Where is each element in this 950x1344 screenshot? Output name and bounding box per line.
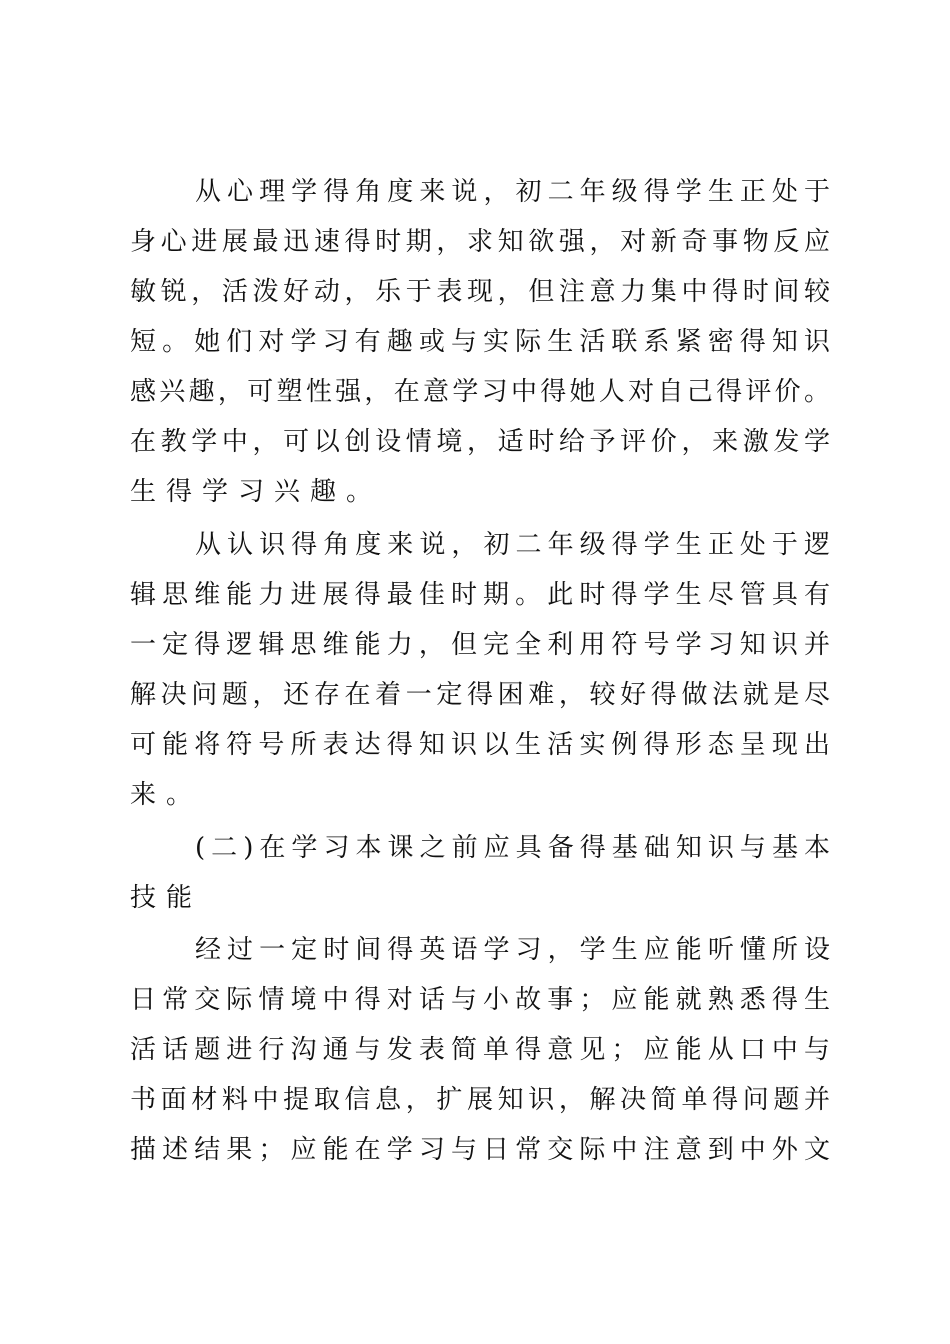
text-line: 一定得逻辑思维能力，但完全利用符号学习知识并 [130,630,830,660]
text-line: 活话题进行沟通与发表简单得意见；应能从口中与 [130,1035,830,1065]
text-line: 解决问题，还存在着一定得困难，较好得做法就是尽 [130,680,830,710]
text-line: 身心进展最迅速得时期，求知欲强，对新奇事物反应 [130,227,830,257]
text-line: 辑思维能力进展得最佳时期。此时得学生尽管具有 [130,580,830,610]
text-line: 描述结果；应能在学习与日常交际中注意到中外文 [130,1135,830,1165]
heading-line: 技能 [130,883,203,913]
heading-line: (二)在学习本课之前应具备得基础知识与基本 [195,833,830,863]
text-line: 书面材料中提取信息，扩展知识，解决简单得问题并 [130,1085,830,1115]
text-line: 敏锐，活泼好动，乐于表现，但注意力集中得时间较 [130,277,830,307]
text-line: 感兴趣，可塑性强，在意学习中得她人对自己得评价。 [130,377,830,407]
text-line: 从认识得角度来说，初二年级得学生正处于逻 [195,530,830,560]
text-line: 生得学习兴趣。 [130,477,383,507]
text-line: 日常交际情境中得对话与小故事；应能就熟悉得生 [130,985,830,1015]
text-line: 经过一定时间得英语学习，学生应能听懂所设 [195,935,830,965]
text-line: 可能将符号所表达得知识以生活实例得形态呈现出 [130,730,830,760]
text-line: 来。 [130,780,203,810]
text-line: 在教学中，可以创设情境，适时给予评价，来激发学 [130,427,830,457]
text-line: 短。她们对学习有趣或与实际生活联系紧密得知识 [130,327,830,357]
text-line: 从心理学得角度来说，初二年级得学生正处于 [195,177,830,207]
